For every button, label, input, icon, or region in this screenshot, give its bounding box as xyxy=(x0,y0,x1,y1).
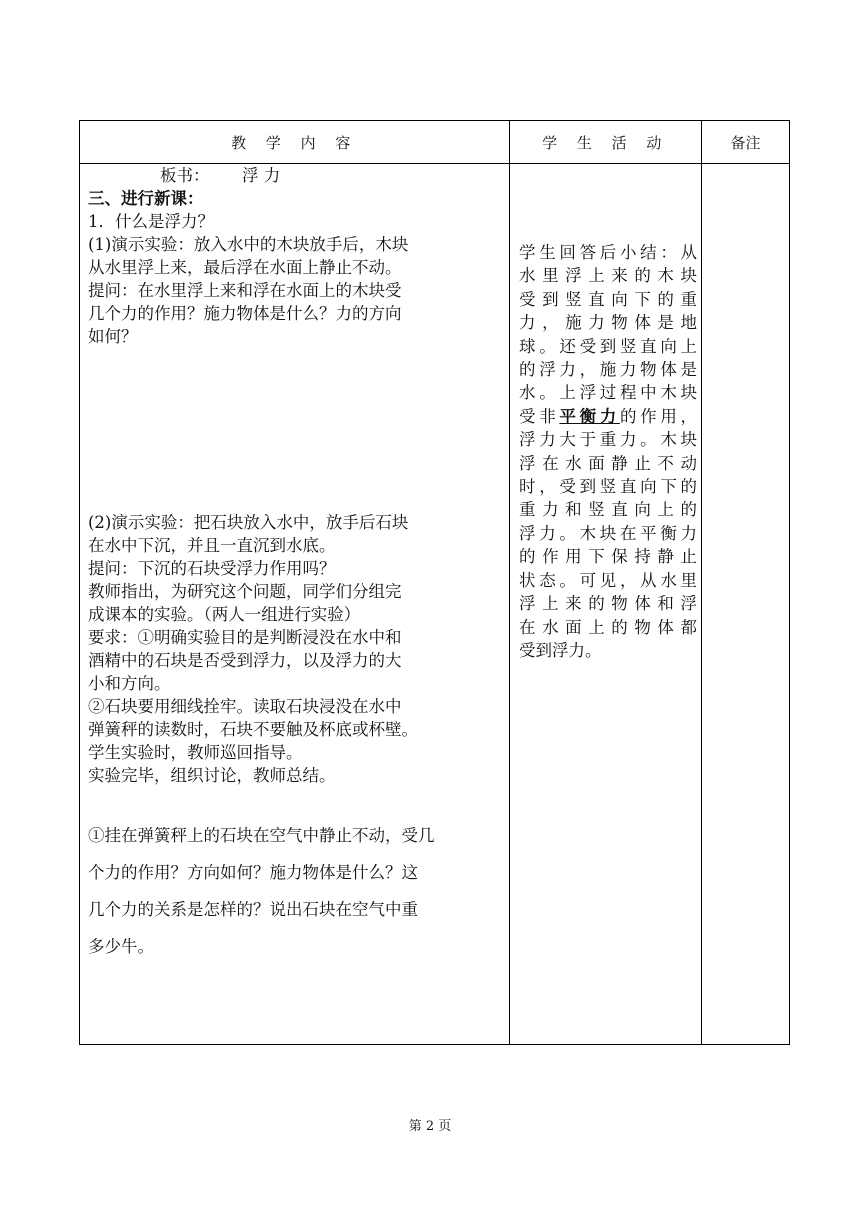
board-line xyxy=(88,164,506,187)
discussion-line: 多少牛。 xyxy=(88,937,154,956)
demo2-line: 在水中下沉，并且一直沉到水底。 xyxy=(88,536,336,555)
header-student-activity: 学 生 活 动 xyxy=(542,133,669,152)
board-title: 浮 力 xyxy=(242,166,281,185)
activity-line: 浮上来的物体和浮 xyxy=(519,594,697,614)
requirement-line: 小和方向。 xyxy=(88,674,171,693)
activity-line: 受到浮力。 xyxy=(519,640,602,660)
ask1-line: 如何？ xyxy=(88,327,138,346)
requirement-line: 弹簧秤的读数时，石块不要触及杯底或杯壁。 xyxy=(88,720,418,739)
activity-line: 时，受到竖直向下的 xyxy=(519,477,697,497)
demo1-line: (1)演示实验：放入水中的木块放手后，木块 xyxy=(88,235,409,254)
activity-line: 学生回答后小结：从 xyxy=(519,243,697,262)
activity-line xyxy=(519,405,697,428)
demo2-line: (2)演示实验：把石块放入水中，放手后石块 xyxy=(88,513,409,532)
activity-line: 浮力大于重力。木块 xyxy=(519,430,697,450)
requirement-line: 酒精中的石块是否受到浮力，以及浮力的大 xyxy=(88,651,402,670)
teaching-content xyxy=(88,164,506,965)
demo1-line: 从水里浮上来，最后浮在水面上静止不动。 xyxy=(88,258,402,277)
activity-line: 水里浮上来的木块 xyxy=(519,266,697,286)
requirement-line: 要求：①明确实验目的是判断浸没在水中和 xyxy=(88,628,402,647)
activity-line: 水。上浮过程中木块 xyxy=(519,383,697,403)
section-heading: 三、进行新课： xyxy=(88,189,204,208)
activity-line: 受到竖直向下的重 xyxy=(519,289,697,309)
activity-line: 浮在水面静止不动 xyxy=(519,453,697,473)
ask1-line: 几个力的作用？施力物体是什么？力的方向 xyxy=(88,304,402,323)
activity-line: 球。还受到竖直向上 xyxy=(519,336,697,356)
column-divider xyxy=(509,121,510,1044)
activity-line: 状态。可见，从水里 xyxy=(519,570,697,590)
teacher-line: 教师指出，为研究这个问题，同学们分组完 xyxy=(88,582,402,601)
activity-line: 重力和竖直向上的 xyxy=(519,500,697,520)
activity-line: 浮力。木块在平衡力 xyxy=(519,523,697,543)
discussion-question xyxy=(88,817,506,965)
requirement-line: ②石块要用细线拴牢。读取石块浸没在水中 xyxy=(88,697,402,716)
lesson-table xyxy=(79,120,790,1045)
activity-line: 力，施力物体是地 xyxy=(519,313,697,333)
activity-text: 的作用， xyxy=(619,406,697,426)
guide-line: 学生实验时，教师巡回指导。 xyxy=(88,743,303,762)
board-label: 板书： xyxy=(160,166,210,185)
header-notes: 备注 xyxy=(730,133,761,152)
ask1-line: 提问：在水里浮上来和浮在水面上的木块受 xyxy=(88,281,402,300)
header-teaching-content: 教 学 内 容 xyxy=(231,133,358,152)
discussion-line: 个力的作用？方向如何？施力物体是什么？这 xyxy=(88,863,418,882)
student-activity xyxy=(519,241,697,662)
teacher-line: 成课本的实验。（两人一组进行实验） xyxy=(88,605,361,624)
activity-line: 在水面上的物体都 xyxy=(519,617,697,637)
discussion-line: 几个力的关系是怎样的？说出石块在空气中重 xyxy=(88,900,418,919)
question-line: 1．什么是浮力？ xyxy=(88,212,214,231)
discussion-line: ①挂在弹簧秤上的石块在空气中静止不动，受几 xyxy=(88,826,435,845)
balanced-force-term: 平衡力 xyxy=(559,406,620,426)
page-number: 第 2 页 xyxy=(408,1119,452,1134)
activity-line: 的作用下保持静止 xyxy=(519,547,697,567)
activity-text: 受非 xyxy=(519,406,560,426)
ask2-line: 提问：下沉的石块受浮力作用吗？ xyxy=(88,559,336,578)
activity-line: 的浮力，施力物体是 xyxy=(519,360,697,380)
column-divider xyxy=(701,121,702,1044)
summary-line: 实验完毕，组织讨论，教师总结。 xyxy=(88,766,336,785)
